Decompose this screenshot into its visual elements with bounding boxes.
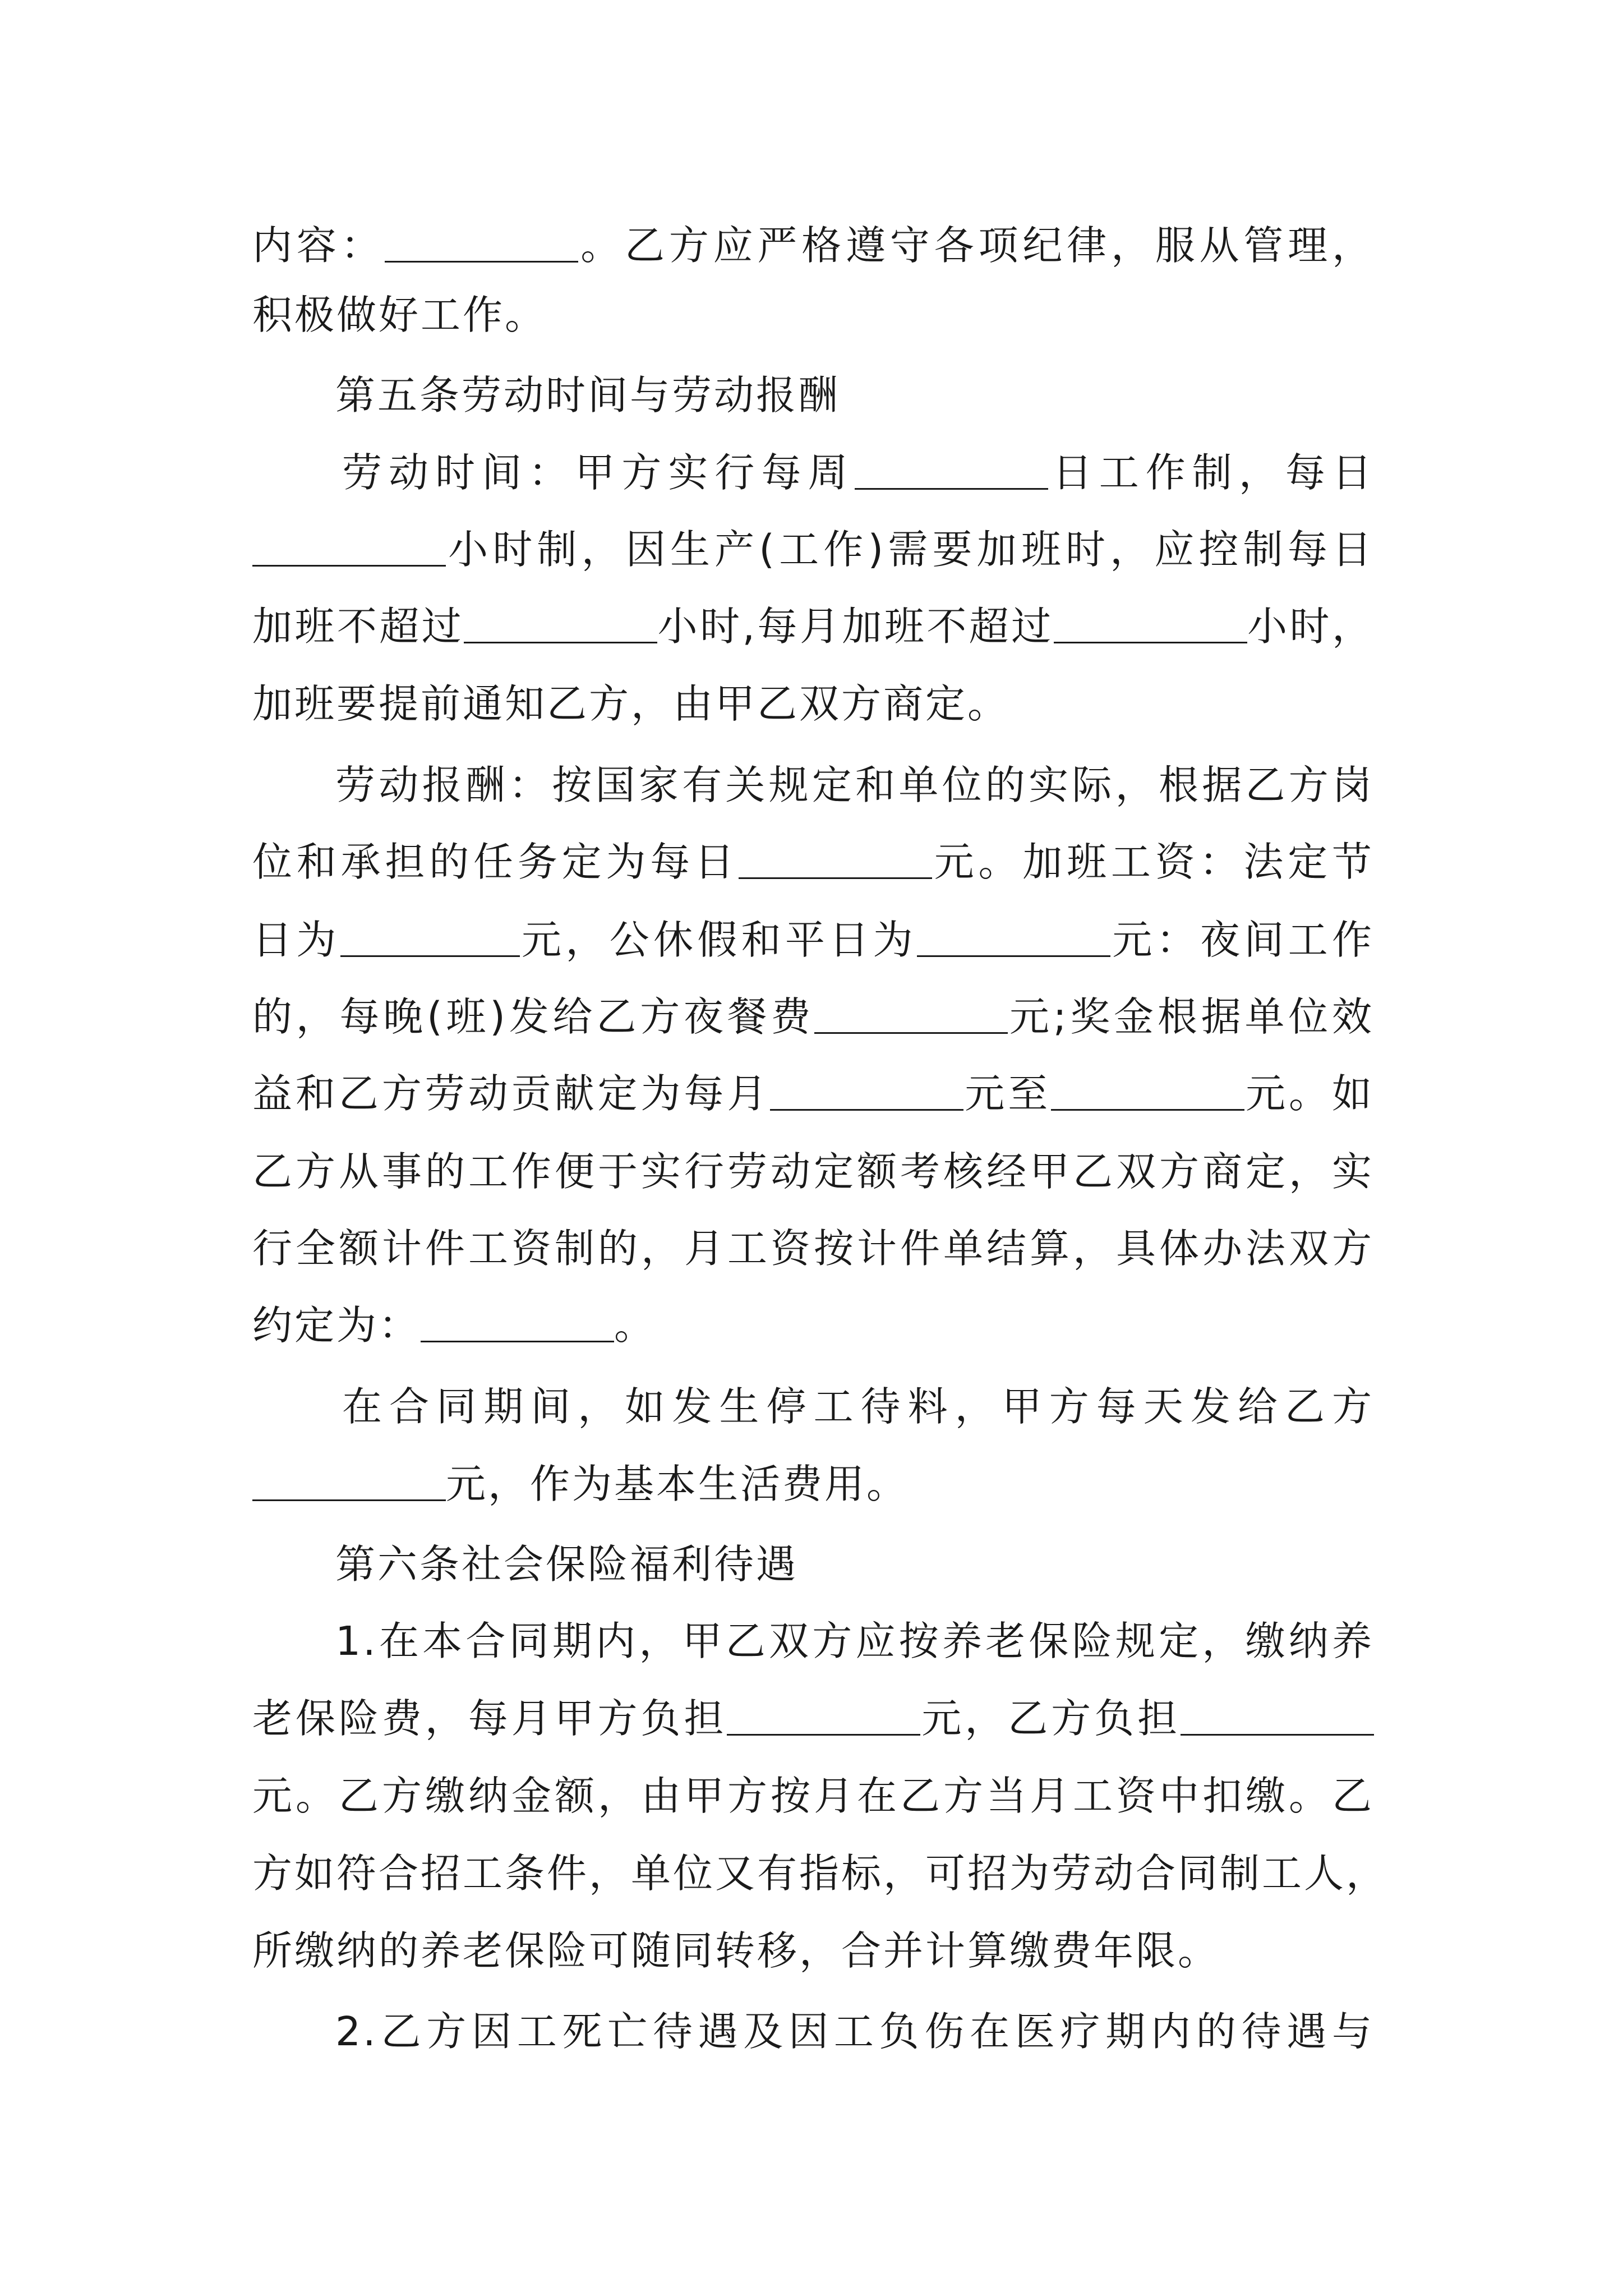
text-segment: 小时，	[1247, 603, 1374, 650]
fill-in-blank[interactable]	[917, 922, 1110, 957]
text-segment: 第五条劳动时间与劳动报酬	[335, 372, 841, 418]
text-segment: 元。加班工资：法定节	[932, 839, 1374, 885]
text-line	[252, 1768, 1374, 1824]
text-line	[252, 676, 1009, 732]
text-segment: 的，每晚(班)发给乙方夜餐费	[252, 993, 815, 1040]
text-line	[252, 1144, 1374, 1200]
text-segment: 日为	[252, 917, 340, 963]
fill-in-blank[interactable]	[340, 922, 520, 957]
text-segment: 。乙方应严格遵守各项纪律，服从管理，	[578, 222, 1374, 269]
text-segment: 小时,每月加班不超过	[657, 603, 1054, 650]
text-segment: 元，公休假和平日为	[519, 917, 917, 963]
fill-in-blank[interactable]	[1181, 1700, 1374, 1736]
fill-in-blank[interactable]	[421, 1307, 614, 1342]
text-segment: 日工作制，每日	[1048, 449, 1374, 496]
text-segment: 元，乙方负担	[920, 1695, 1181, 1742]
text-line	[252, 1456, 909, 1512]
text-line	[252, 1923, 1220, 1979]
fill-in-blank[interactable]	[1051, 1075, 1244, 1111]
text-segment: 元;奖金根据单位效	[1008, 993, 1375, 1040]
text-segment: 元：夜间工作	[1110, 917, 1374, 963]
text-segment: 所缴纳的养老保险可随同转移，合并计算缴费年限。	[252, 1927, 1220, 1974]
text-segment: 2.乙方因工死亡待遇及因工负伤在医疗期内的待遇与	[335, 2008, 1374, 2055]
fill-in-blank[interactable]	[739, 844, 932, 879]
text-line	[252, 1846, 1389, 1902]
fill-in-blank[interactable]	[770, 1075, 963, 1111]
text-line	[252, 912, 1374, 968]
text-segment: 元。如	[1244, 1070, 1374, 1117]
text-segment: 行全额计件工资制的，月工资按计件单结算，具体办法双方	[252, 1225, 1374, 1272]
text-segment: 元，作为基本生活费用。	[446, 1461, 909, 1507]
section-heading	[335, 367, 840, 424]
text-line	[252, 1297, 656, 1354]
text-segment: 方如符合招工条件，单位又有指标，可招为劳动合同制工人，	[252, 1850, 1389, 1897]
fill-in-blank[interactable]	[252, 1466, 446, 1501]
text-line	[252, 522, 1374, 578]
text-line	[342, 1379, 1374, 1435]
text-line	[335, 757, 1374, 813]
text-segment: 劳动报酬：按国家有关规定和单位的实际，根据乙方岗	[335, 762, 1374, 808]
text-segment: 约定为：	[252, 1302, 421, 1349]
text-segment: 1.在本合同期内，甲乙双方应按养老保险规定，缴纳养	[335, 1618, 1374, 1664]
text-line	[252, 1221, 1374, 1277]
text-line	[252, 834, 1374, 890]
text-segment: 元。乙方缴纳金额，由甲方按月在乙方当月工资中扣缴。乙	[252, 1773, 1374, 1819]
text-segment: 益和乙方劳动贡献定为每月	[252, 1070, 771, 1117]
text-line	[252, 599, 1374, 655]
text-segment: 加班不超过	[252, 603, 464, 650]
text-segment: 位和承担的任务定为每日	[252, 839, 739, 885]
fill-in-blank[interactable]	[814, 999, 1008, 1034]
text-segment: 积极做好工作。	[252, 292, 547, 338]
text-line	[252, 218, 1374, 274]
text-line	[335, 1613, 1374, 1669]
text-line	[252, 287, 547, 343]
text-segment: 第六条社会保险福利待遇	[335, 1541, 799, 1588]
fill-in-blank[interactable]	[727, 1700, 920, 1736]
fill-in-blank[interactable]	[252, 531, 446, 567]
text-segment: 小时制，因生产(工作)需要加班时，应控制每日	[446, 526, 1374, 573]
text-segment: 在合同期间，如发生停工待料，甲方每天发给乙方	[342, 1383, 1374, 1430]
section-heading	[335, 1536, 798, 1593]
fill-in-blank[interactable]	[385, 227, 578, 263]
fill-in-blank[interactable]	[464, 608, 657, 643]
text-line	[252, 1066, 1374, 1122]
text-segment: 加班要提前通知乙方，由甲乙双方商定。	[252, 680, 1010, 727]
text-segment: 内容：	[252, 222, 385, 269]
text-line	[335, 2004, 1374, 2060]
text-line	[252, 989, 1374, 1045]
text-line	[252, 1691, 1374, 1747]
fill-in-blank[interactable]	[855, 454, 1048, 490]
text-segment: 。	[614, 1302, 657, 1349]
fill-in-blank[interactable]	[1054, 608, 1247, 643]
text-segment: 老保险费，每月甲方负担	[252, 1695, 727, 1742]
text-line	[342, 445, 1374, 501]
text-segment: 乙方从事的工作便于实行劳动定额考核经甲乙双方商定，实	[252, 1148, 1374, 1195]
text-segment: 元至	[963, 1070, 1052, 1117]
text-segment: 劳动时间：甲方实行每周	[342, 449, 855, 496]
